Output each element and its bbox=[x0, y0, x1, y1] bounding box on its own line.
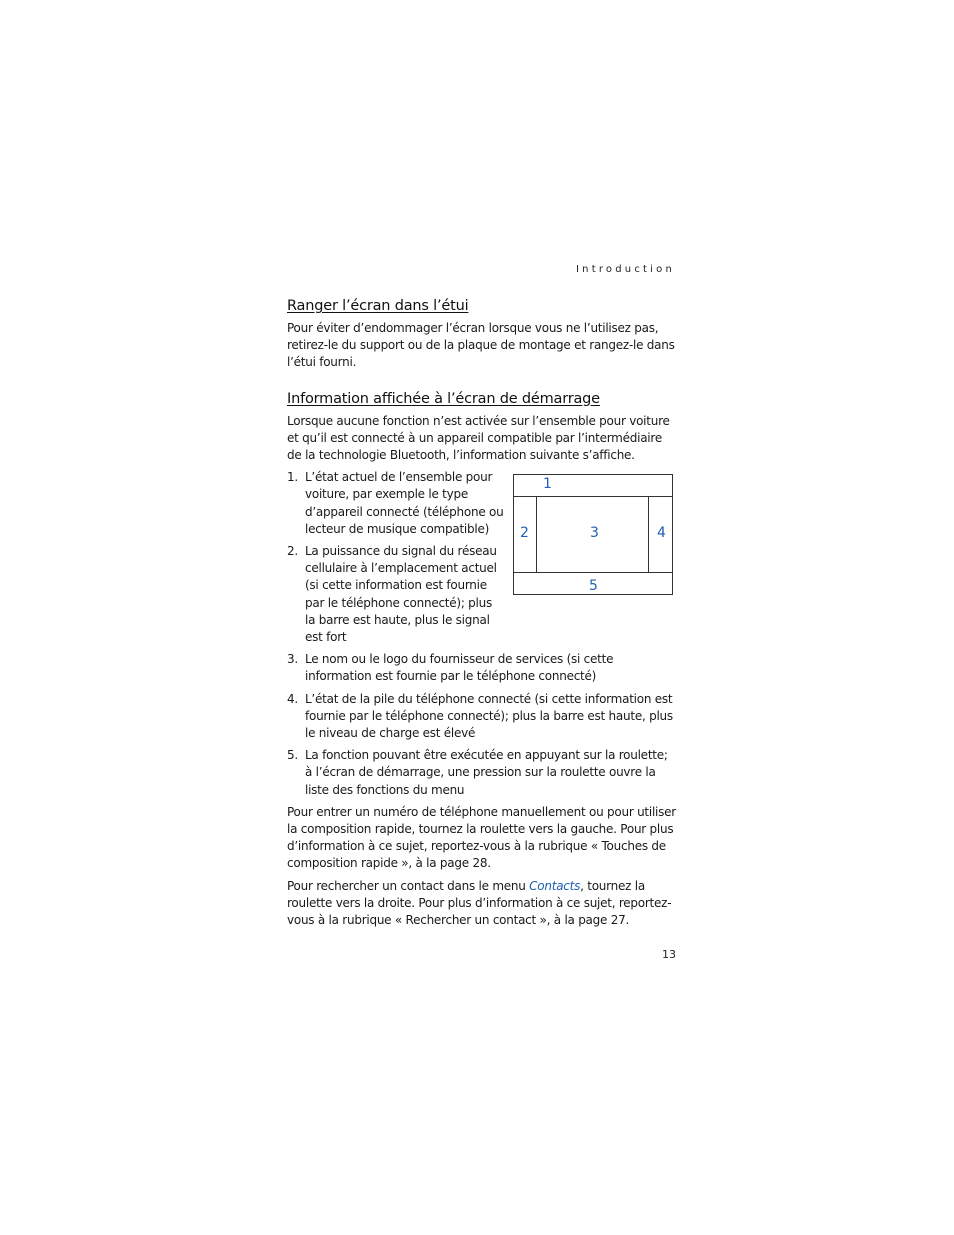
list-item-text: L’état de la pile du téléphone connecté (si cette information est fournie par le téléphone connecté); plus la barre est haute, plus le niveau de charge est élevé bbox=[305, 691, 673, 741]
list-item-number: 1. bbox=[287, 470, 298, 485]
diagram-right-divider bbox=[648, 496, 649, 573]
diagram-label-5: 5 bbox=[589, 578, 598, 595]
paragraph-text-after: , tournez la roulette vers la droite. Pour plus d’information à ce sujet, reportez-vous à la rubrique « Rechercher un contact », à la page 27. bbox=[287, 878, 672, 928]
running-header: Introduction bbox=[576, 264, 675, 275]
page-content bbox=[287, 298, 677, 929]
paragraph-text-before: Pour rechercher un contact dans le menu bbox=[287, 878, 530, 893]
section-title-start-screen: Information affichée à l’écran de démarrage bbox=[287, 390, 600, 407]
diagram-top-region bbox=[514, 475, 672, 497]
section-body-storage: Pour éviter d’endommager l’écran lorsque vous ne l’utilisez pas, retirez-le du support ou de la plaque de montage et rangez-le dans l’étui fourni. bbox=[287, 321, 675, 370]
list-item-number: 3. bbox=[287, 652, 298, 667]
list-item-text: L’état actuel de l’ensemble pour voiture, par exemple le type d’appareil connecté (téléphone ou lecteur de musique compatible) bbox=[305, 470, 504, 536]
list-item-number: 5. bbox=[287, 748, 298, 763]
page-number: 13 bbox=[662, 948, 676, 961]
numbered-list bbox=[287, 469, 677, 799]
diagram-label-2: 2 bbox=[520, 525, 529, 542]
section-title-storage: Ranger l’écran dans l’étui bbox=[287, 298, 469, 314]
list-item-text: La puissance du signal du réseau cellulaire à l’emplacement actuel (si cette information est fournie par le téléphone connecté); plus la barre est haute, plus le signal est fort bbox=[305, 544, 497, 645]
paragraph-search-contact bbox=[287, 878, 677, 930]
list-item-text: Le nom ou le logo du fournisseur de services (si cette information est fournie par le téléphone connecté) bbox=[305, 652, 614, 684]
list-item-number: 2. bbox=[287, 544, 298, 559]
list-item bbox=[287, 651, 677, 685]
paragraph-speed-dial: Pour entrer un numéro de téléphone manuellement ou pour utiliser la composition rapide, tournez la roulette vers la gauche. Pour plus d’information à ce sujet, reportez-vous à la rubrique « Touches de composition rapide », à la page 28. bbox=[287, 804, 676, 871]
start-screen-diagram bbox=[513, 474, 673, 595]
list-item bbox=[287, 469, 505, 538]
diagram-label-3: 3 bbox=[590, 525, 599, 542]
list-item bbox=[287, 691, 677, 743]
diagram-label-4: 4 bbox=[657, 525, 666, 542]
section-intro-start-screen: Lorsque aucune fonction n’est activée sur l’ensemble pour voiture et qu’il est connecté à un appareil compatible par l’intermédiaire de la technologie Bluetooth, l’information suivante s’affiche. bbox=[287, 413, 670, 463]
list-item bbox=[287, 747, 677, 799]
list-item-number: 4. bbox=[287, 691, 298, 706]
list-item bbox=[287, 543, 505, 646]
diagram-left-divider bbox=[536, 496, 537, 573]
list-item-text: La fonction pouvant être exécutée en appuyant sur la roulette; à l’écran de démarrage, une pression sur la roulette ouvre la liste des fonctions du menu bbox=[305, 748, 668, 797]
diagram-label-1: 1 bbox=[543, 476, 552, 493]
contacts-menu-link[interactable]: Contacts bbox=[529, 878, 581, 893]
